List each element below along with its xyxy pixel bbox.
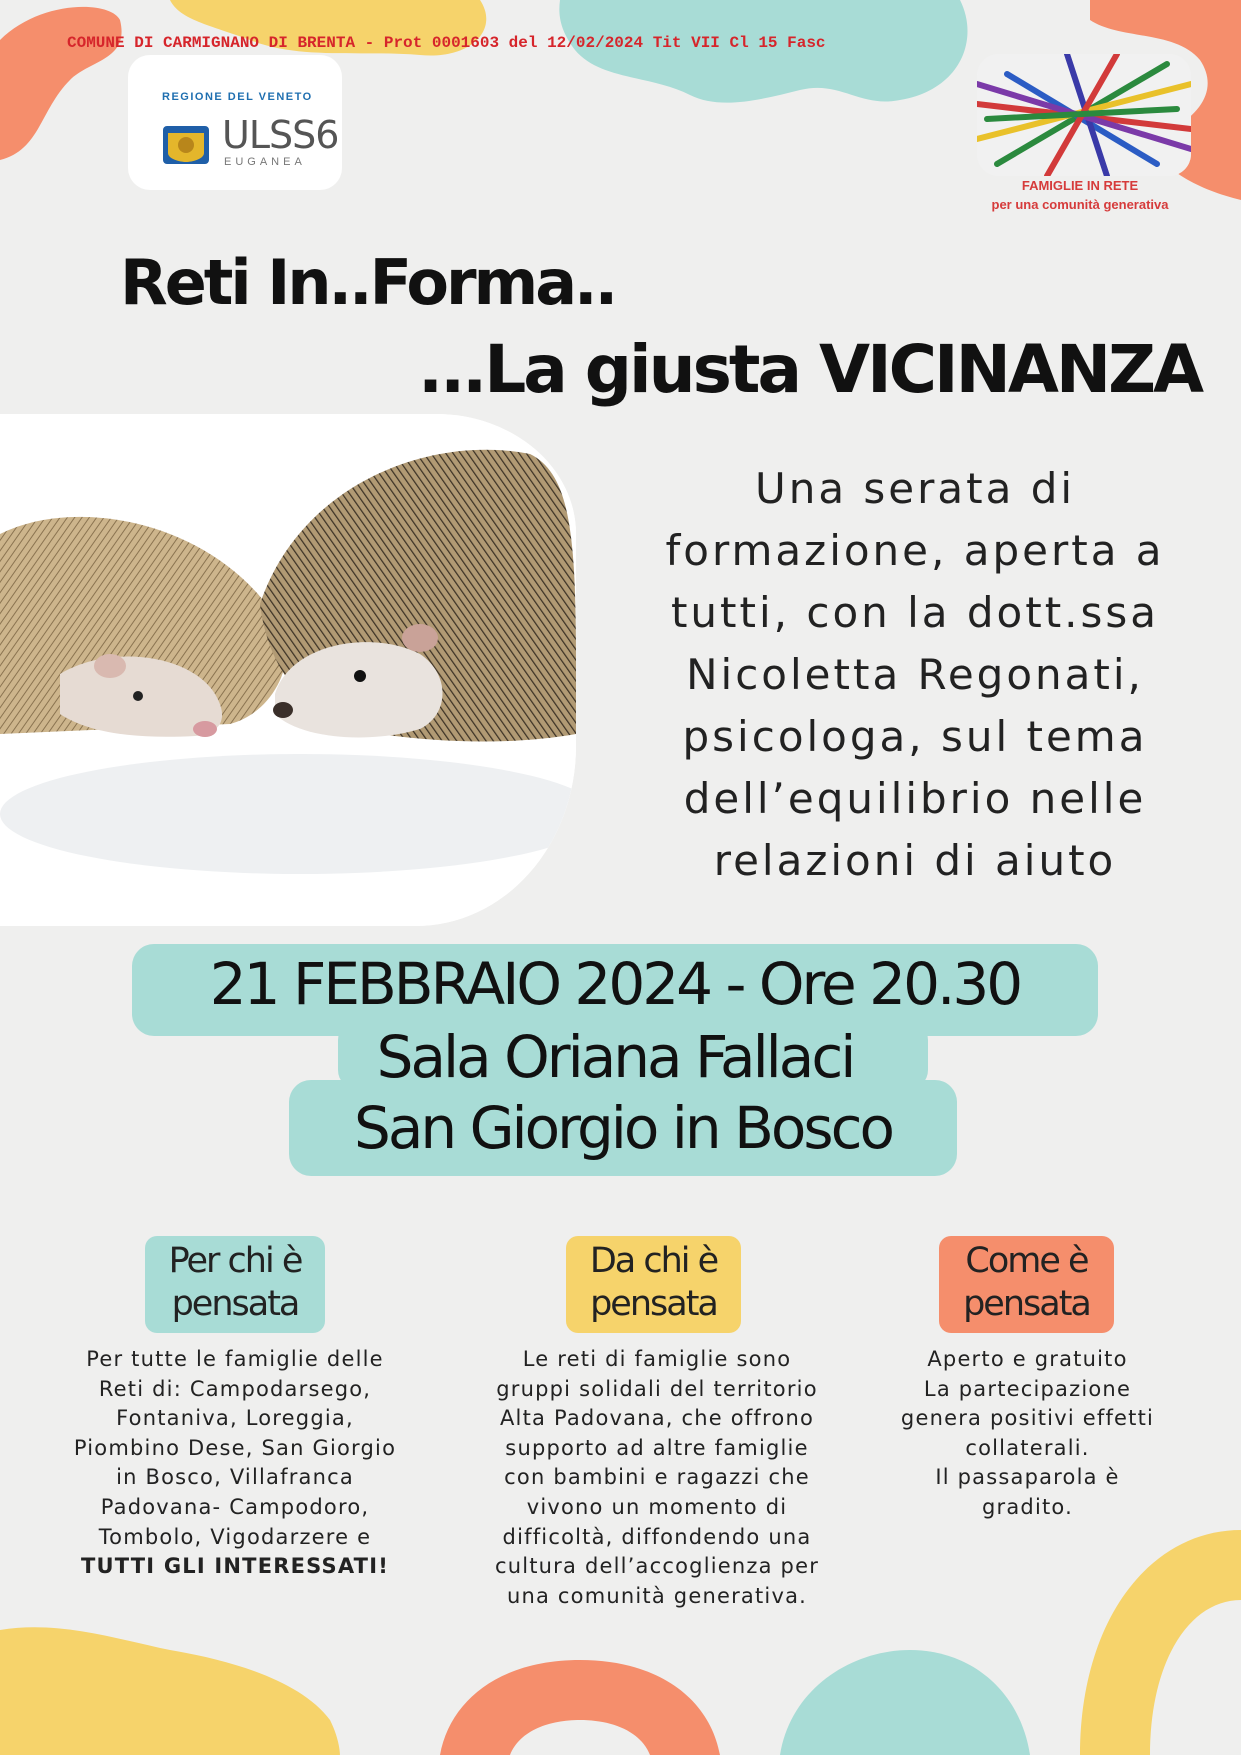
column-line: Per tutte le famiglie delle — [86, 1347, 384, 1371]
colored-sticks-icon — [977, 54, 1191, 176]
event-town: San Giorgio in Bosco — [354, 1094, 892, 1162]
column-da-chi-text — [467, 1345, 847, 1611]
intro-text — [625, 458, 1205, 892]
column-line: collaterali. — [965, 1435, 1090, 1460]
bold-text: TUTTI GLI INTERESSATI! — [81, 1554, 389, 1579]
title-line2: ...La giusta VICINANZA — [418, 331, 1202, 408]
intro-line: tutti, con la dott.ssa — [670, 588, 1160, 637]
logo-ulss-text: ULSS6 — [222, 113, 339, 157]
intro-line: relazioni di aiuto — [713, 836, 1117, 885]
venice-lion-shield-icon — [162, 125, 210, 165]
intro-line: dell’equilibrio nelle — [683, 774, 1147, 823]
hedgehogs-photo — [0, 414, 576, 926]
column-line: Alta Padovana, che offrono — [499, 1406, 815, 1431]
column-line: Il passaparola è — [935, 1465, 1120, 1490]
intro-line: psicologa, sul tema — [682, 712, 1148, 761]
column-line: difficoltà, diffondendo una — [502, 1524, 812, 1549]
ulss6-logo — [128, 55, 342, 190]
heading-come-line2: pensata — [963, 1284, 1090, 1324]
column-line: una comunità generativa. — [506, 1583, 808, 1608]
column-line: con bambini e ragazzi che — [504, 1465, 810, 1490]
column-line: genera positivi effetti — [900, 1406, 1155, 1431]
column-line: Le reti di famiglie sono — [522, 1347, 792, 1371]
coral-ring-bottom — [440, 1660, 720, 1755]
caption-line2: per una comunità generativa — [991, 197, 1169, 212]
title-line1: Reti In..Forma.. — [120, 246, 616, 319]
heading-come-line1: Come è — [965, 1241, 1088, 1281]
yellow-blob-bottom-left — [0, 1627, 340, 1755]
intro-line: formazione, aperta a — [665, 526, 1165, 575]
column-line: Tombolo, Vigodarzere e — [98, 1524, 372, 1549]
column-bold-line — [50, 1552, 420, 1582]
intro-line: Una serata di — [754, 464, 1076, 513]
column-line: Fontaniva, Loreggia, — [116, 1406, 354, 1431]
coral-arc-top-left — [0, 7, 122, 160]
heading-per-chi-line2: pensata — [171, 1284, 299, 1324]
column-per-chi-text — [50, 1345, 420, 1582]
column-line: Padovana- Campodoro, — [100, 1494, 370, 1519]
column-line: gradito. — [982, 1494, 1073, 1519]
heading-per-chi-line1: Per chi è — [168, 1241, 302, 1281]
column-line: gruppi solidali del territorio — [496, 1376, 818, 1401]
column-line: vivono un momento di — [526, 1494, 788, 1519]
intro-line: Nicoletta Regonati, — [686, 650, 1144, 699]
heading-da-chi — [566, 1236, 741, 1333]
column-line: Aperto e gratuito — [927, 1347, 1128, 1371]
event-date-time: 21 FEBBRAIO 2024 - Ore 20.30 — [209, 950, 1021, 1018]
teal-blob-bottom — [780, 1650, 1030, 1755]
famiglie-in-rete-logo — [977, 54, 1191, 176]
column-line: supporto ad altre famiglie — [505, 1435, 809, 1460]
famiglie-in-rete-caption — [960, 176, 1200, 214]
event-venue: Sala Oriana Fallaci — [376, 1023, 854, 1091]
heading-da-chi-line1: Da chi è — [589, 1241, 718, 1281]
column-come-text — [870, 1345, 1185, 1523]
column-line: La partecipazione — [923, 1376, 1132, 1401]
caption-line1: FAMIGLIE IN RETE — [1021, 178, 1139, 193]
column-line: in Bosco, Villafranca — [116, 1465, 354, 1490]
heading-per-chi — [145, 1236, 325, 1333]
protocol-stamp: COMUNE DI CARMIGNANO DI BRENTA - Prot 0001603 del 12/02/2024 Tit VII Cl 15 Fasc — [67, 34, 826, 52]
column-line: Reti di: Campodarsego, — [98, 1376, 372, 1401]
hedgehogs-illustration — [0, 414, 576, 926]
heading-da-chi-line2: pensata — [590, 1284, 717, 1324]
logo-region-text: REGIONE DEL VENETO — [162, 91, 313, 103]
column-line: Piombino Dese, San Giorgio — [73, 1435, 397, 1460]
yellow-ring-bottom-right — [1080, 1530, 1241, 1755]
logo-subtitle: EUGANEA — [224, 156, 306, 168]
column-line: cultura dell’accoglienza per — [494, 1554, 820, 1579]
heading-come — [939, 1236, 1114, 1333]
